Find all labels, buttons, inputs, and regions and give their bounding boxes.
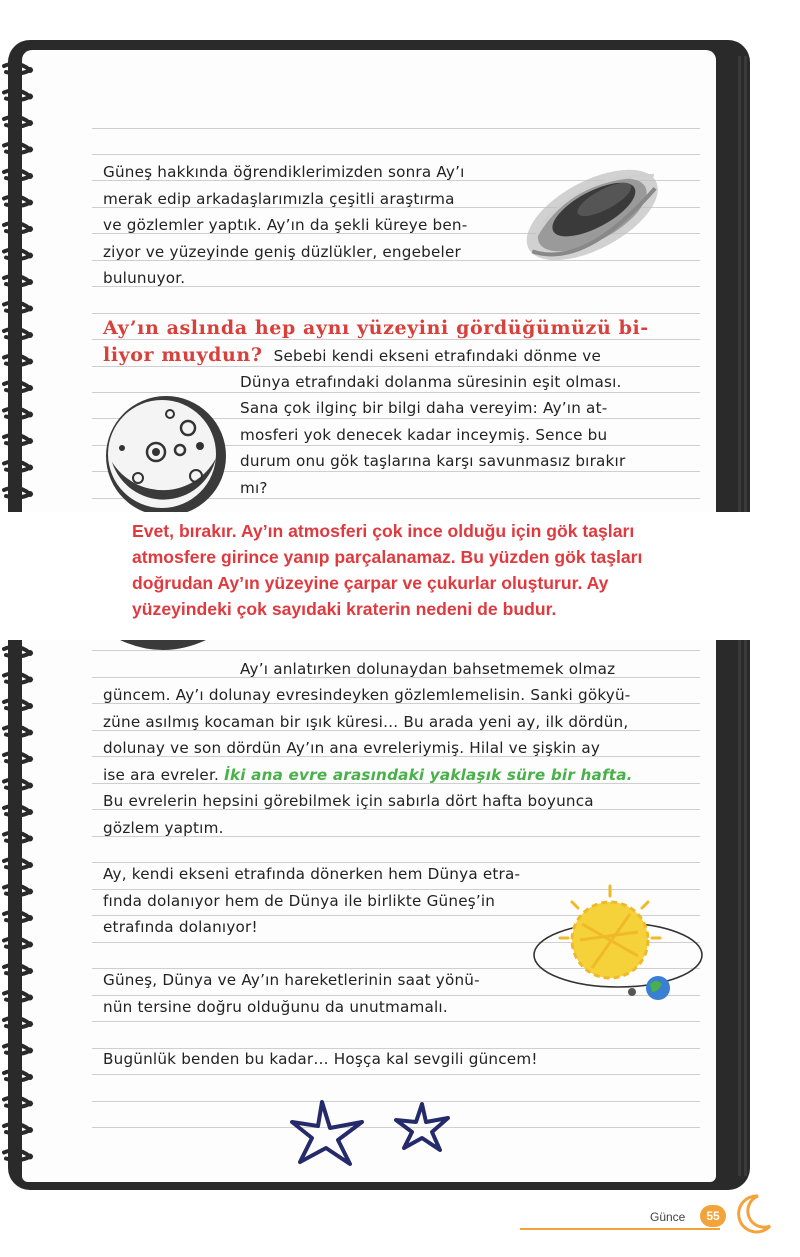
question-title-end: liyor muydun?	[103, 344, 263, 366]
binding-ring	[4, 64, 33, 74]
binding-ring	[4, 859, 33, 869]
paragraph-3-line: gözlem yaptım.	[103, 819, 224, 837]
binding-ring	[4, 488, 33, 498]
binding-ring	[4, 1018, 33, 1028]
answer-line: doğrudan Ay’ın yüzeyine çarpar ve çukurlar oluşturur. Ay	[132, 573, 609, 593]
binding-ring	[4, 779, 33, 789]
sun-earth-orbit-icon	[530, 880, 710, 1010]
binding-ring	[4, 912, 33, 922]
binding-ring	[4, 382, 33, 392]
binding-ring	[4, 408, 33, 418]
answer-line: atmosfere girince yanıp parçalanamaz. Bu yüzden gök taşları	[132, 547, 643, 567]
paragraph-4-line: fında dolanıyor hem de Dünya ile birlikte Güneş’in	[103, 892, 496, 910]
binding-ring	[4, 1071, 33, 1081]
binding-ring	[4, 1124, 33, 1134]
paragraph-3-line: Bu evrelerin hepsini görebilmek için sabırla dört hafta boyunca	[103, 792, 594, 810]
binding-ring	[4, 170, 33, 180]
binding-ring	[4, 726, 33, 736]
answer-line: Evet, bırakır. Ay’ın atmosferi çok ince olduğu için gök taşları	[132, 521, 635, 541]
binding-ring	[4, 90, 33, 100]
paragraph-1-line: ziyor ve yüzeyinde geniş düzlükler, engebeler	[103, 243, 461, 261]
moon-crescent-icon	[500, 150, 680, 280]
binding-ring	[4, 249, 33, 259]
paragraph-1-line: bulunuyor.	[103, 269, 186, 287]
binding-ring	[4, 223, 33, 233]
binding-ring	[4, 117, 33, 127]
paragraph-3-line	[103, 765, 633, 785]
binding-ring	[4, 196, 33, 206]
paragraph-5-line: nün tersine doğru olduğunu da unutmamalı.	[103, 998, 448, 1016]
paragraph-5-line: Güneş, Dünya ve Ay’ın hareketlerinin saat yönü-	[103, 971, 480, 989]
question-text-line: Dünya etrafındaki dolanma süresinin eşit olması.	[240, 373, 622, 391]
answer-panel	[0, 512, 800, 640]
binding-ring	[4, 991, 33, 1001]
page-number-badge: 55	[700, 1205, 726, 1227]
paragraph-4-line: Ay, kendi ekseni etrafında dönerken hem Dünya etra-	[103, 865, 521, 883]
footer-moon-icon	[728, 1192, 778, 1234]
paragraph-4-line: etrafında dolanıyor!	[103, 918, 258, 936]
question-text-line: Sana çok ilginç bir bilgi daha vereyim: Ay’ın at-	[240, 399, 608, 417]
paragraph-3-text: ise ara evreler.	[103, 766, 220, 784]
paragraph-1-line: ve gözlemler yaptık. Ay’ın da şekli küreye ben-	[103, 216, 468, 234]
binding-ring	[4, 806, 33, 816]
paragraph-3-line: güncem. Ay’ı dolunay evresindeyken gözlemlemelisin. Sanki gökyü-	[103, 686, 631, 704]
moon-craters-edge-icon	[118, 640, 208, 656]
question-text-line: mosferi yok denecek kadar inceymiş. Sence bu	[240, 426, 608, 444]
question-line-2	[103, 343, 663, 367]
binding-ring	[4, 329, 33, 339]
binding-ring	[4, 1150, 33, 1160]
binding-ring	[4, 1097, 33, 1107]
binding-ring	[4, 965, 33, 975]
question-text-line: mı?	[240, 479, 268, 497]
moon-craters-icon	[100, 392, 234, 522]
footer-book-label: Günce	[650, 1210, 686, 1224]
binding-ring	[4, 647, 33, 657]
binding-ring	[4, 276, 33, 286]
paragraph-3-line: Ay’ı anlatırken dolunaydan bahsetmemek olmaz	[240, 660, 616, 678]
binding-ring	[4, 1044, 33, 1054]
binding-ring	[4, 302, 33, 312]
binding-ring	[4, 938, 33, 948]
binding-ring	[4, 143, 33, 153]
binding-ring	[4, 461, 33, 471]
question-text: Sebebi kendi ekseni etrafındaki dönme ve	[273, 347, 601, 365]
binding-ring	[4, 435, 33, 445]
binding-ring	[4, 753, 33, 763]
paragraph-3-line: dolunay ve son dördün Ay’ın ana evreleriymiş. Hilal ve şişkin ay	[103, 739, 601, 757]
green-note: İki ana evre arasındaki yaklaşık süre bir hafta.	[224, 766, 633, 784]
answer-line: yüzeyindeki çok sayıdaki kraterin nedeni de budur.	[132, 599, 557, 619]
paragraph-1-line: Güneş hakkında öğrendiklerimizden sonra Ay’ı	[103, 163, 465, 181]
binding-ring	[4, 832, 33, 842]
binding-ring	[4, 885, 33, 895]
paragraph-1-line: merak edip arkadaşlarımızla çeşitli araştırma	[103, 190, 455, 208]
question-text-line: durum onu gök taşlarına karşı savunmasız bırakır	[240, 452, 626, 470]
paragraph-3-line: züne asılmış kocaman bir ışık küresi… Bu arada yeni ay, ilk dördün,	[103, 713, 629, 731]
binding-ring	[4, 355, 33, 365]
binding-ring	[4, 673, 33, 683]
star-doodle-icon	[290, 1096, 460, 1168]
binding-ring	[4, 700, 33, 710]
closing-line: Bugünlük benden bu kadar… Hoşça kal sevgili güncem!	[103, 1050, 538, 1068]
question-title: Ay’ın aslında hep aynı yüzeyini gördüğümüzü bi-	[103, 317, 649, 339]
footer-rule	[520, 1228, 720, 1230]
